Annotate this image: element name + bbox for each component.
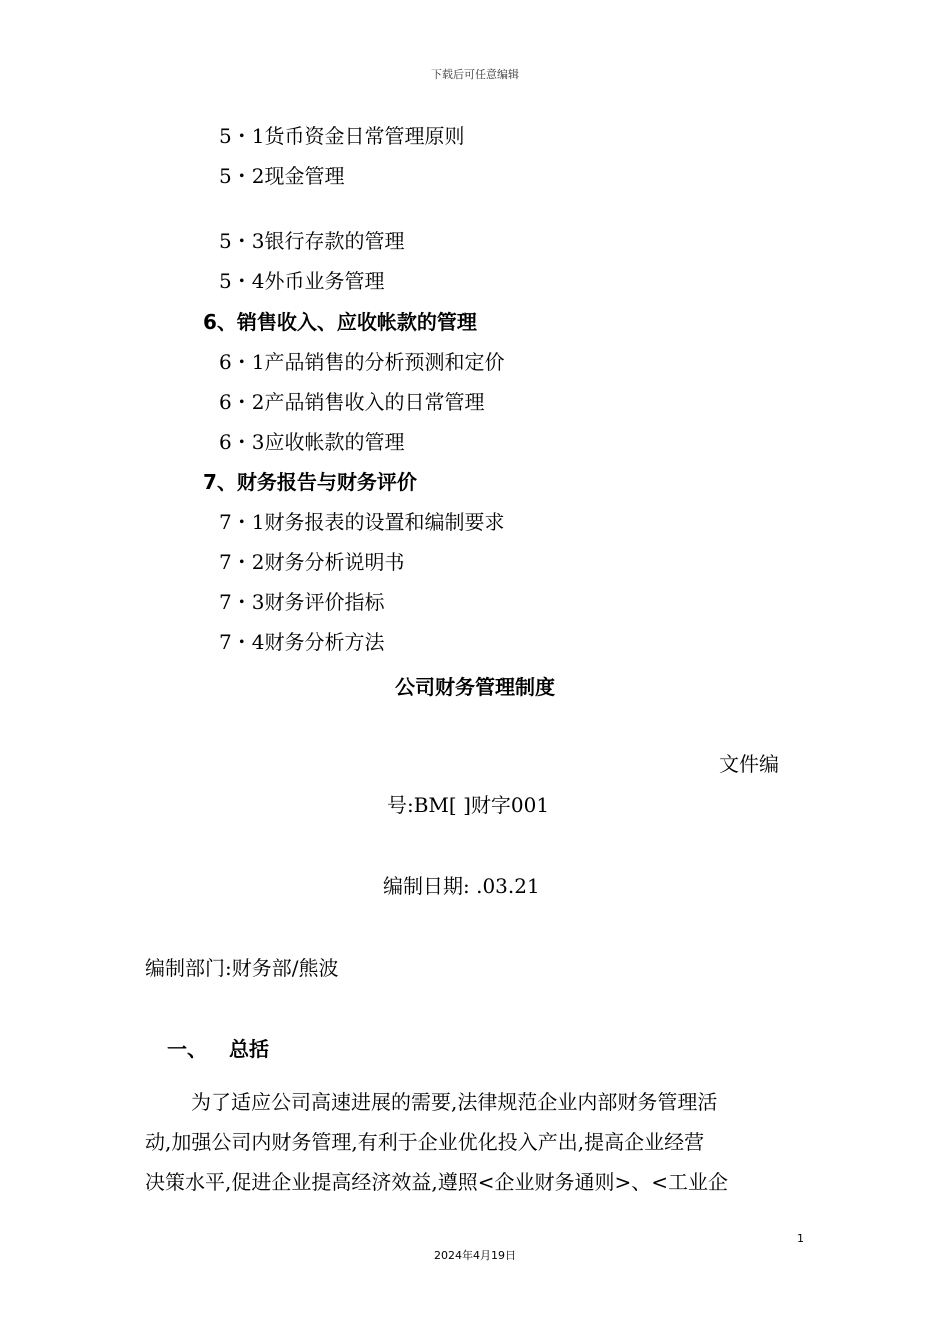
header-note: 下载后可任意编辑 [431,68,519,81]
paragraph-line: 决策水平,促进企业提高经济效益,遵照<企业财务通则>、<工业企 [145,1170,728,1194]
toc-item: 7・2财务分析说明书 [219,550,405,574]
file-number-label: 文件编 [719,752,779,776]
toc-item: 5・2现金管理 [219,164,345,188]
toc-section-heading: 7、财务报告与财务评价 [203,470,417,494]
section-body [145,1082,811,1202]
paragraph-line: 为了适应公司高速进展的需要,法律规范企业内部财务管理活 [191,1090,718,1114]
document-title: 公司财务管理制度 [395,675,555,699]
paragraph-line: 动,加强公司内财务管理,有利于企业优化投入产出,提高企业经营 [145,1130,705,1154]
toc-item: 7・3财务评价指标 [219,590,385,614]
toc-item: 6・2产品销售收入的日常管理 [219,390,485,414]
compile-department: 编制部门:财务部/熊波 [145,956,339,980]
section-heading [167,1033,269,1062]
toc-section-heading: 6、销售收入、应收帐款的管理 [203,310,477,334]
toc-item: 7・4财务分析方法 [219,630,385,654]
section-number: 一、 [167,1037,207,1061]
footer-date: 2024年4月19日 [434,1249,516,1262]
toc-item: 7・1财务报表的设置和编制要求 [219,510,505,534]
page-number: 1 [797,1232,804,1245]
toc-item: 6・1产品销售的分析预测和定价 [219,350,505,374]
section-title-text: 总括 [229,1037,269,1061]
toc-item: 5・4外币业务管理 [219,269,385,293]
compile-date: 编制日期: .03.21 [383,874,540,898]
file-number-value: 号:BM[ ]财字001 [387,793,550,817]
toc-item: 5・1货币资金日常管理原则 [219,124,465,148]
toc-item: 6・3应收帐款的管理 [219,430,405,454]
toc-item: 5・3银行存款的管理 [219,229,405,253]
